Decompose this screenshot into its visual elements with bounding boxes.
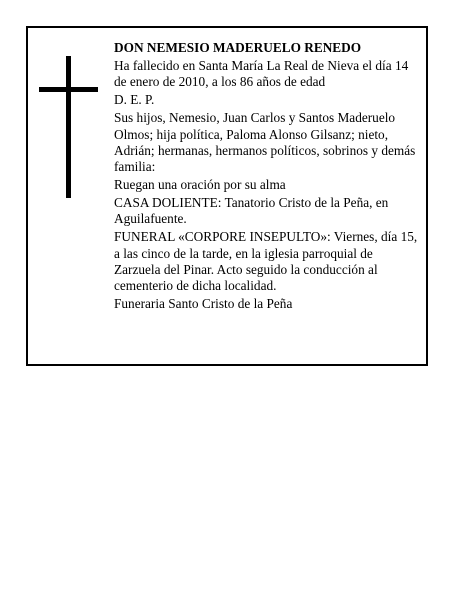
prayer-request: Ruegan una oración por su alma (114, 177, 286, 193)
family-list: Sus hijos, Nemesio, Juan Carlos y Santos Maderuelo Olmos; hija política, Paloma Alonso Gilsanz; nieto, Adrián; hermanas, hermanos políticos, sobrinos y demás familia: (114, 110, 416, 175)
death-announcement: Ha fallecido en Santa María La Real de Nieva el día 14 de enero de 2010, a los 86 años de edad (114, 57, 409, 90)
deceased-name: DON NEMESIO MADERUELO RENEDO (114, 40, 362, 55)
obituary-notice (26, 26, 428, 366)
funeral-home: Funeraria Santo Cristo de la Peña (114, 296, 293, 312)
mourning-house: CASA DOLIENTE: Tanatorio Cristo de la Peña, en Aguilafuente. (114, 195, 389, 227)
cross-horizontal-bar (39, 87, 98, 92)
funeral-details: FUNERAL «CORPORE INSEPULTO»: Viernes, día 15, a las cinco de la tarde, en la iglesia parroquial de Zarzuela del Pinar. Acto seguido la conducción al cementerio de dicha localidad. (114, 229, 418, 294)
cross-vertical-bar (66, 56, 71, 198)
dep-line: D. E. P. (114, 92, 155, 108)
notice-text (114, 40, 420, 314)
